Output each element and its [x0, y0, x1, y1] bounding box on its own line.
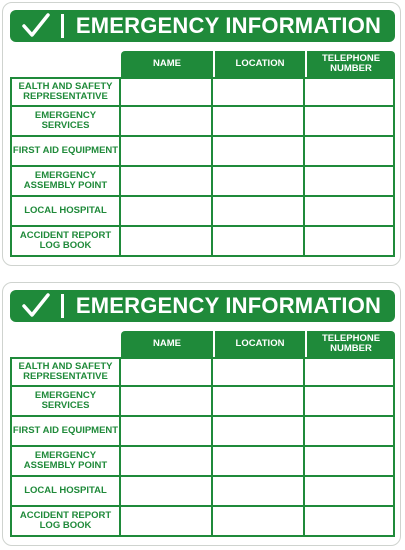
row-label: EALTH AND SAFETY REPRESENTATIVE [10, 77, 121, 107]
location-cell[interactable] [213, 357, 305, 387]
table-corner [10, 51, 121, 77]
row-label: EMERGENCY SERVICES [10, 387, 121, 417]
row-label: FIRST AID EQUIPMENT [10, 137, 121, 167]
row-label: ACCIDENT REPORT LOG BOOK [10, 507, 121, 537]
emergency-sign-2 [2, 282, 401, 546]
telephone-cell[interactable] [305, 167, 395, 197]
emergency-table [10, 51, 395, 257]
row-label: FIRST AID EQUIPMENT [10, 417, 121, 447]
name-cell[interactable] [121, 167, 213, 197]
row-label: EMERGENCY SERVICES [10, 107, 121, 137]
sign-title: EMERGENCY INFORMATION [75, 13, 382, 38]
name-cell[interactable] [121, 357, 213, 387]
column-header-name: NAME [121, 331, 213, 357]
name-cell[interactable] [121, 197, 213, 227]
location-cell[interactable] [213, 507, 305, 537]
table-row [10, 137, 395, 167]
row-label: LOCAL HOSPITAL [10, 197, 121, 227]
location-cell[interactable] [213, 197, 305, 227]
location-cell[interactable] [213, 387, 305, 417]
location-cell[interactable] [213, 137, 305, 167]
name-cell[interactable] [121, 137, 213, 167]
name-cell[interactable] [121, 477, 213, 507]
name-cell[interactable] [121, 447, 213, 477]
name-cell[interactable] [121, 227, 213, 257]
row-label: EALTH AND SAFETY REPRESENTATIVE [10, 357, 121, 387]
table-row [10, 477, 395, 507]
name-cell[interactable] [121, 77, 213, 107]
table-row [10, 387, 395, 417]
table-corner [10, 331, 121, 357]
table-row [10, 507, 395, 537]
emergency-sign-1 [2, 2, 401, 266]
sign-title: EMERGENCY INFORMATION [75, 293, 382, 318]
name-cell[interactable] [121, 387, 213, 417]
telephone-cell[interactable] [305, 357, 395, 387]
check-icon [17, 13, 55, 39]
telephone-cell[interactable] [305, 197, 395, 227]
location-cell[interactable] [213, 227, 305, 257]
table-row [10, 77, 395, 107]
location-cell[interactable] [213, 477, 305, 507]
column-header-telephone: TELEPHONE NUMBER [305, 331, 395, 357]
telephone-cell[interactable] [305, 227, 395, 257]
location-cell[interactable] [213, 77, 305, 107]
telephone-cell[interactable] [305, 107, 395, 137]
row-label: ACCIDENT REPORT LOG BOOK [10, 227, 121, 257]
name-cell[interactable] [121, 107, 213, 137]
telephone-cell[interactable] [305, 447, 395, 477]
row-label: EMERGENCY ASSEMBLY POINT [10, 447, 121, 477]
location-cell[interactable] [213, 447, 305, 477]
column-header-telephone: TELEPHONE NUMBER [305, 51, 395, 77]
column-header-location: LOCATION [213, 331, 305, 357]
table-row [10, 167, 395, 197]
telephone-cell[interactable] [305, 477, 395, 507]
table-row [10, 227, 395, 257]
table-row [10, 447, 395, 477]
telephone-cell[interactable] [305, 417, 395, 447]
table-row [10, 107, 395, 137]
table-row [10, 417, 395, 447]
check-icon [17, 293, 55, 319]
row-label: LOCAL HOSPITAL [10, 477, 121, 507]
telephone-cell[interactable] [305, 137, 395, 167]
header-divider [61, 294, 64, 318]
location-cell[interactable] [213, 167, 305, 197]
telephone-cell[interactable] [305, 507, 395, 537]
column-header-location: LOCATION [213, 51, 305, 77]
telephone-cell[interactable] [305, 387, 395, 417]
sign-header [10, 10, 395, 42]
header-divider [61, 14, 64, 38]
telephone-cell[interactable] [305, 77, 395, 107]
row-label: EMERGENCY ASSEMBLY POINT [10, 167, 121, 197]
name-cell[interactable] [121, 507, 213, 537]
name-cell[interactable] [121, 417, 213, 447]
table-row [10, 197, 395, 227]
column-header-name: NAME [121, 51, 213, 77]
table-row [10, 357, 395, 387]
sign-header [10, 290, 395, 322]
location-cell[interactable] [213, 107, 305, 137]
emergency-table [10, 331, 395, 537]
location-cell[interactable] [213, 417, 305, 447]
